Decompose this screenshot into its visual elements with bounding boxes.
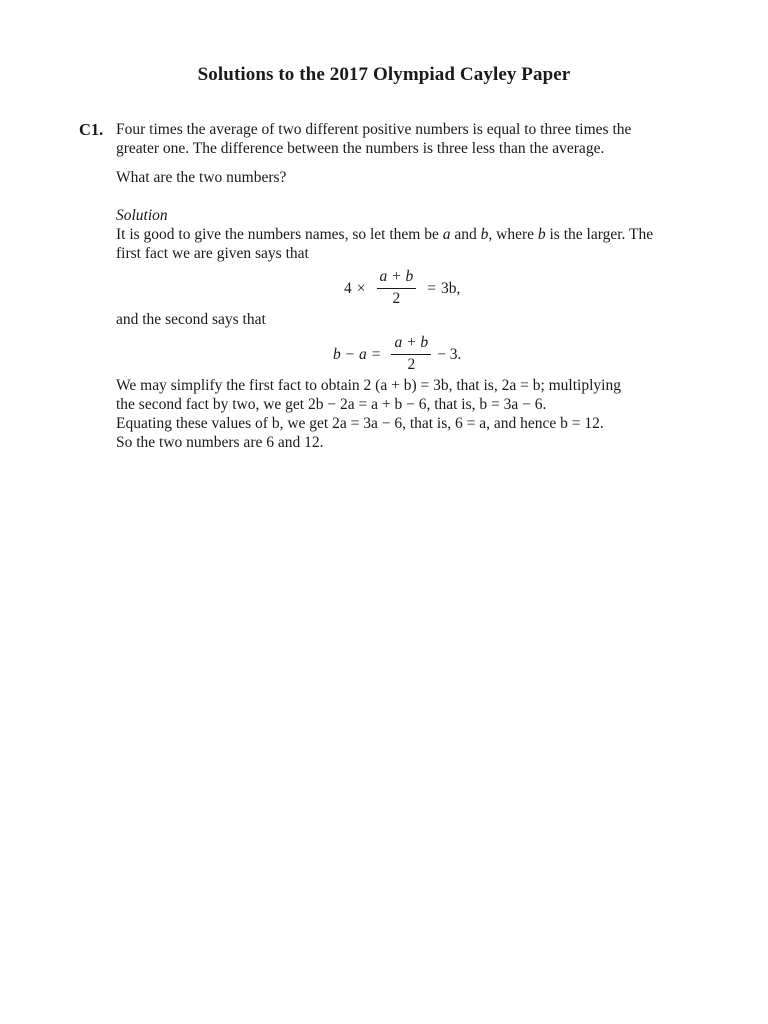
solution-conclusion: So the two numbers are 6 and 12. bbox=[116, 434, 324, 451]
problem-statement-line-2: greater one. The difference between the numbers is three less than the average. bbox=[116, 140, 605, 157]
eq1-times: × bbox=[356, 279, 366, 297]
eq1-equals: = bbox=[427, 279, 436, 297]
eq1-left: 4 bbox=[344, 279, 352, 297]
problem-statement bbox=[116, 120, 696, 158]
solution-working-line-3: Equating these values of b, we get 2a = 3a − 6, that is, 6 = a, and hence b = 12. bbox=[116, 415, 604, 432]
eq1-fraction bbox=[377, 268, 417, 308]
eq2-right: − 3. bbox=[437, 345, 462, 363]
eq2-left: b − a bbox=[333, 345, 367, 363]
eq1-numerator: a + b bbox=[377, 268, 417, 289]
eq2-denominator: 2 bbox=[407, 356, 416, 373]
solution-working-line-1: We may simplify the first fact to obtain 2 (a + b) = 3b, that is, 2a = b; multiplying bbox=[116, 377, 621, 394]
solution-heading: Solution bbox=[116, 207, 168, 224]
solution-intro-line-2: first fact we are given says that bbox=[116, 245, 309, 262]
problem-statement-line-1: Four times the average of two different positive numbers is equal to three times the bbox=[116, 121, 632, 138]
solution-second-fact-intro: and the second says that bbox=[116, 311, 266, 328]
eq1-right: 3b, bbox=[440, 279, 461, 297]
eq2-equals: = bbox=[371, 345, 381, 363]
solution-intro bbox=[116, 225, 696, 263]
eq1-denominator: 2 bbox=[392, 290, 401, 307]
variable-b: b bbox=[537, 226, 546, 243]
problem-question: What are the two numbers? bbox=[116, 169, 287, 186]
solution-intro-line-1: It is good to give the numbers names, so let them be a and b, where b is the larger. The bbox=[116, 226, 654, 243]
solution-working bbox=[116, 376, 696, 452]
problem-number: C1. bbox=[79, 120, 104, 139]
equation-2 bbox=[333, 334, 461, 374]
variable-b: b bbox=[480, 226, 489, 243]
equation-1 bbox=[344, 268, 460, 308]
eq2-fraction bbox=[391, 334, 431, 374]
variable-a: a bbox=[442, 226, 451, 243]
solution-working-line-2: the second fact by two, we get 2b − 2a = a + b − 6, that is, b = 3a − 6. bbox=[116, 396, 547, 413]
eq2-numerator: a + b bbox=[391, 334, 431, 355]
page-title: Solutions to the 2017 Olympiad Cayley Paper bbox=[197, 64, 571, 85]
